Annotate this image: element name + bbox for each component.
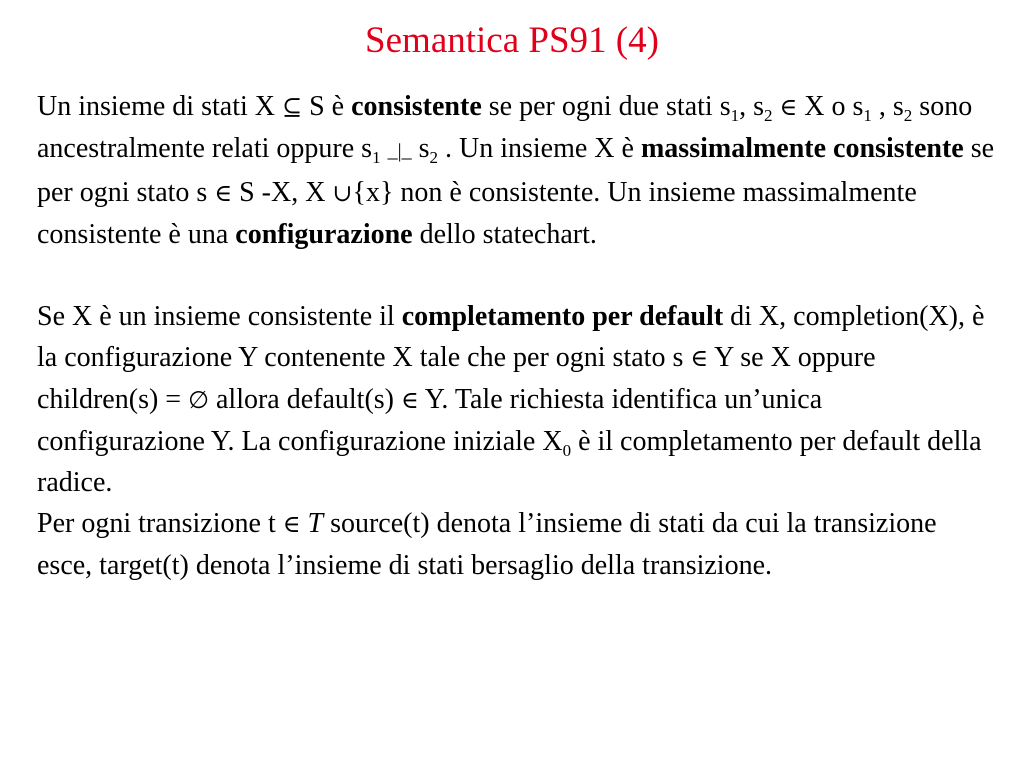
subseteq-symbol: ⊆	[281, 93, 303, 121]
term-consistente: consistente	[351, 91, 482, 122]
slide-title: Semantica PS91 (4)	[365, 20, 659, 61]
paragraph-transition-source-target: Per ogni transizione t ∈ T source(t) denota l’insieme di stati da cui la transizione esce, target(t) denota l’insieme di stati bersaglio della transizione.	[37, 508, 937, 581]
element-of-symbol: ∈	[690, 344, 709, 372]
orthogonal-symbol: _|_	[387, 140, 412, 162]
element-of-symbol: ∈	[401, 386, 419, 414]
transition-set-T: T	[307, 508, 324, 539]
empty-set-symbol: ∅	[188, 386, 209, 414]
paragraph-consistency-definition: Un insieme di stati X ⊆ S è consistente se per ogni due stati $s_1$, $s_2$ ∈ X o $s_1$ , $s_2$ sono ancestralmente relati oppure $s_1$ _|_ $s_2$ . Un insieme X è massimalmente consistente se per ogni stato s ∈ S -X, X ∪{x} non è consistente. Un insieme massimalmente consistente è una configurazione dello statechart.	[37, 91, 995, 250]
slide-body	[37, 86, 997, 586]
paragraph-spacer	[37, 255, 997, 296]
element-of-symbol: ∈	[214, 179, 233, 207]
union-symbol: ∪	[332, 179, 353, 207]
element-of-symbol: ∈	[779, 93, 798, 121]
paragraph-default-completion: Se X è un insieme consistente il completamento per default di X, completion(X), è la configurazione Y contenente X tale che per ogni stato s ∈ Y se X oppure children(s) = ∅ allora default(s) ∈ Y. Tale richiesta identifica un’unica configurazione Y. La configurazione iniziale $X_0$ è il completamento per default della radice.	[37, 301, 985, 498]
element-of-symbol: ∈	[282, 510, 301, 538]
term-massimalmente-consistente: massimalmente consistente	[640, 133, 964, 164]
term-configurazione: configurazione	[235, 219, 413, 250]
term-completamento-per-default: completamento per default	[401, 301, 724, 332]
